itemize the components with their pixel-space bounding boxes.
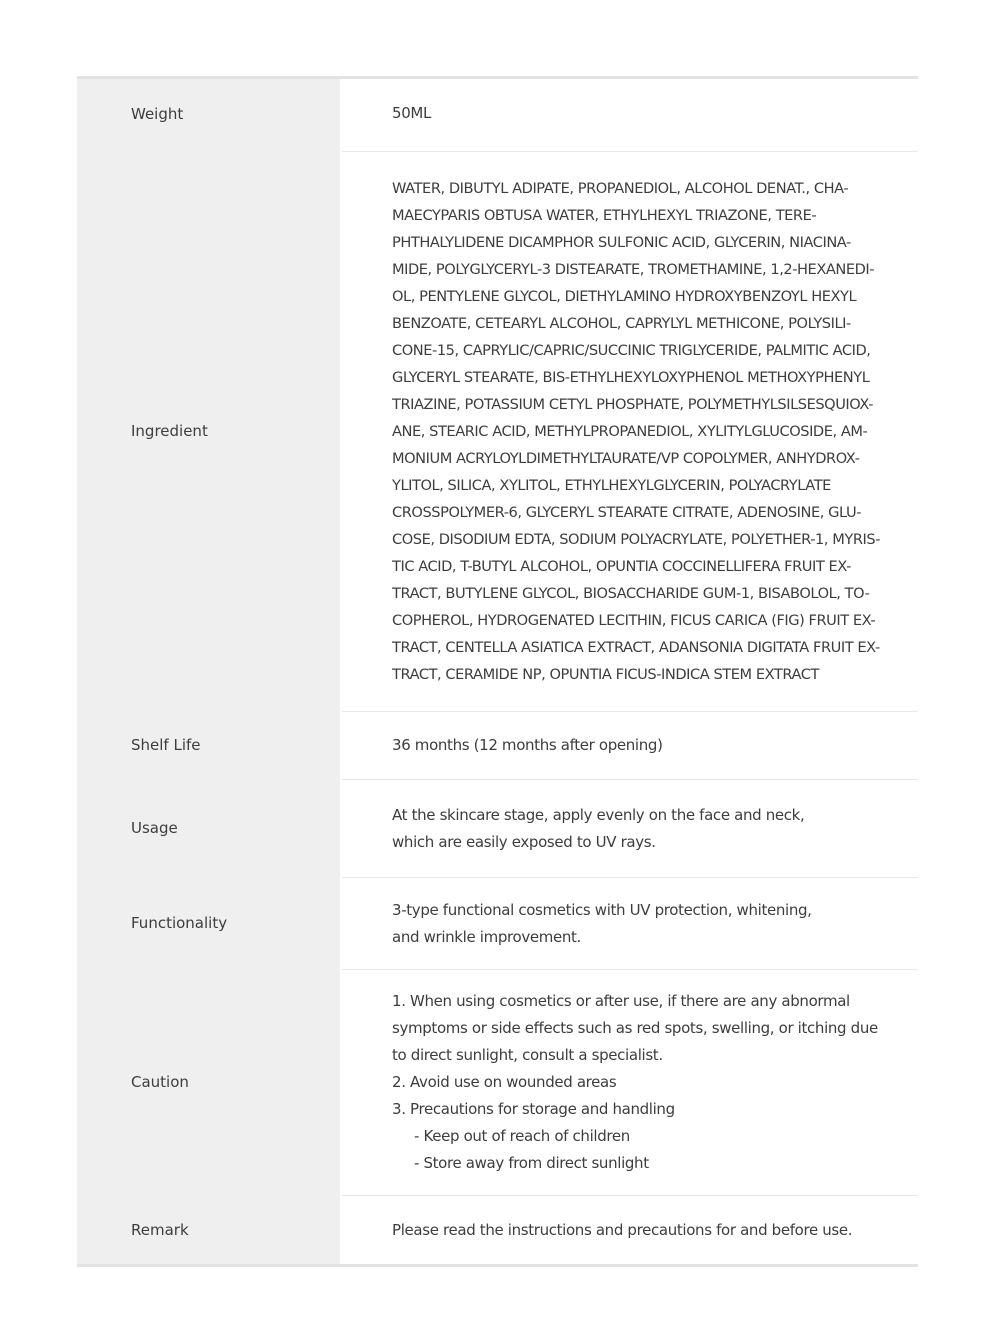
spec-label-usage: Usage — [77, 779, 342, 877]
spec-value-shelf-life-cell — [342, 711, 918, 779]
spec-value-functionality: 3-type functional cosmetics with UV protection, whitening, and wrinkle improvement. — [392, 900, 812, 946]
spec-label-caution: Caution — [77, 969, 342, 1195]
spec-value-caution-cell — [342, 969, 918, 1195]
spec-value-usage-cell — [342, 779, 918, 877]
spec-label-shelf-life: Shelf Life — [77, 711, 342, 779]
caution-line-4: 2. Avoid use on wounded areas — [392, 1073, 617, 1091]
spec-label-ingredient: Ingredient — [77, 151, 342, 711]
spec-value-functionality-cell — [342, 877, 918, 969]
caution-line-3: to direct sunlight, consult a specialist. — [392, 1046, 663, 1064]
caution-list — [392, 988, 878, 1177]
spec-row-functionality — [77, 877, 918, 969]
spec-row-caution — [77, 969, 918, 1195]
spec-row-shelf-life — [77, 711, 918, 779]
caution-line-2: symptoms or side effects such as red spots, swelling, or itching due — [392, 1019, 878, 1037]
caution-subline-1: - Keep out of reach of children — [414, 1127, 630, 1145]
spec-row-weight — [77, 79, 918, 151]
caution-subline-2: - Store away from direct sunlight — [414, 1154, 649, 1172]
spec-value-usage: At the skincare stage, apply evenly on the face and neck, which are easily exposed to UV rays. — [392, 805, 805, 851]
spec-value-shelf-life: 36 months (12 months after opening) — [392, 736, 663, 754]
spec-value-remark: Please read the instructions and precautions for and before use. — [392, 1220, 853, 1239]
spec-row-ingredient — [77, 151, 918, 711]
spec-value-weight: 50ML — [392, 104, 431, 122]
spec-row-usage — [77, 779, 918, 877]
spec-value-weight-cell — [342, 79, 918, 151]
caution-line-1: 1. When using cosmetics or after use, if there are any abnormal — [392, 992, 850, 1010]
caution-line-5: 3. Precautions for storage and handling — [392, 1100, 675, 1118]
spec-value-ingredient-cell — [342, 151, 918, 711]
spec-label-functionality: Functionality — [77, 877, 342, 969]
spec-label-remark: Remark — [77, 1195, 342, 1264]
spec-value-ingredient: WATER, DIBUTYL ADIPATE, PROPANEDIOL, ALCOHOL DENAT., CHA- MAECYPARIS OBTUSA WATER, ETHYLHEXYL TRIAZONE, TERE- PHTHALYLIDENE DICAMPHOR SULFONIC ACID, GLYCERIN, NIACINA- MIDE, POLYGLYCERYL-3 DISTEARATE, TROMETHAMINE, 1,2-HEXANEDI- OL, PENTYLENE GLYCOL, DIETHYLAMINO HYDROXYBENZOYL HEXYL BENZOATE, CETEARYL ALCOHOL, CAPRYLYL METHICONE, POLYSILI- CONE-15, CAPRYLIC/CAPRIC/SUCCINIC TRIGLYCERIDE, PALMITIC ACID, GLYCERYL STEARATE, BIS-ETHYLHEXYLOXYPHENOL METHOXYPHENYL TRIAZINE, POTASSIUM CETYL PHOSPHATE, POLYMETHYLSILSESQUIOX- ANE, STEARIC ACID, METHYLPROPANEDIOL, XYLITYLGLUCOSIDE, AM- MONIUM ACRYLOYLDIMETHYLTAURATE/VP COPOLYMER, ANHYDROX- YLITOL, SILICA, XYLITOL, ETHYLHEXYLGLYCERIN, POLYACRYLATE CROSSPOLYMER-6, GLYCERYL STEARATE CITRATE, ADENOSINE, GLU- COSE, DISODIUM EDTA, SODIUM POLYACRYLATE, POLYETHER-1, MYRIS- TIC ACID, T-BUTYL ALCOHOL, OPUNTIA COCCINELLIFERA FRUIT EX- TRACT, BUTYLENE GLYCOL, BIOSACCHARIDE GUM-1, BISABOLOL, TO- COPHEROL, HYDROGENATED LECITHIN, FICUS CARICA (FIG) FRUIT EX- TRACT, CENTELLA ASIATICA EXTRACT, ADANSONIA DIGITATA FRUIT EX- TRACT, CERAMIDE NP, OPUNTIA FICUS-INDICA STEM EXTRACT — [392, 180, 881, 683]
spec-value-remark-cell — [342, 1195, 918, 1264]
spec-label-weight: Weight — [77, 79, 342, 151]
spec-row-remark — [77, 1195, 918, 1264]
product-spec-table — [77, 76, 918, 1267]
